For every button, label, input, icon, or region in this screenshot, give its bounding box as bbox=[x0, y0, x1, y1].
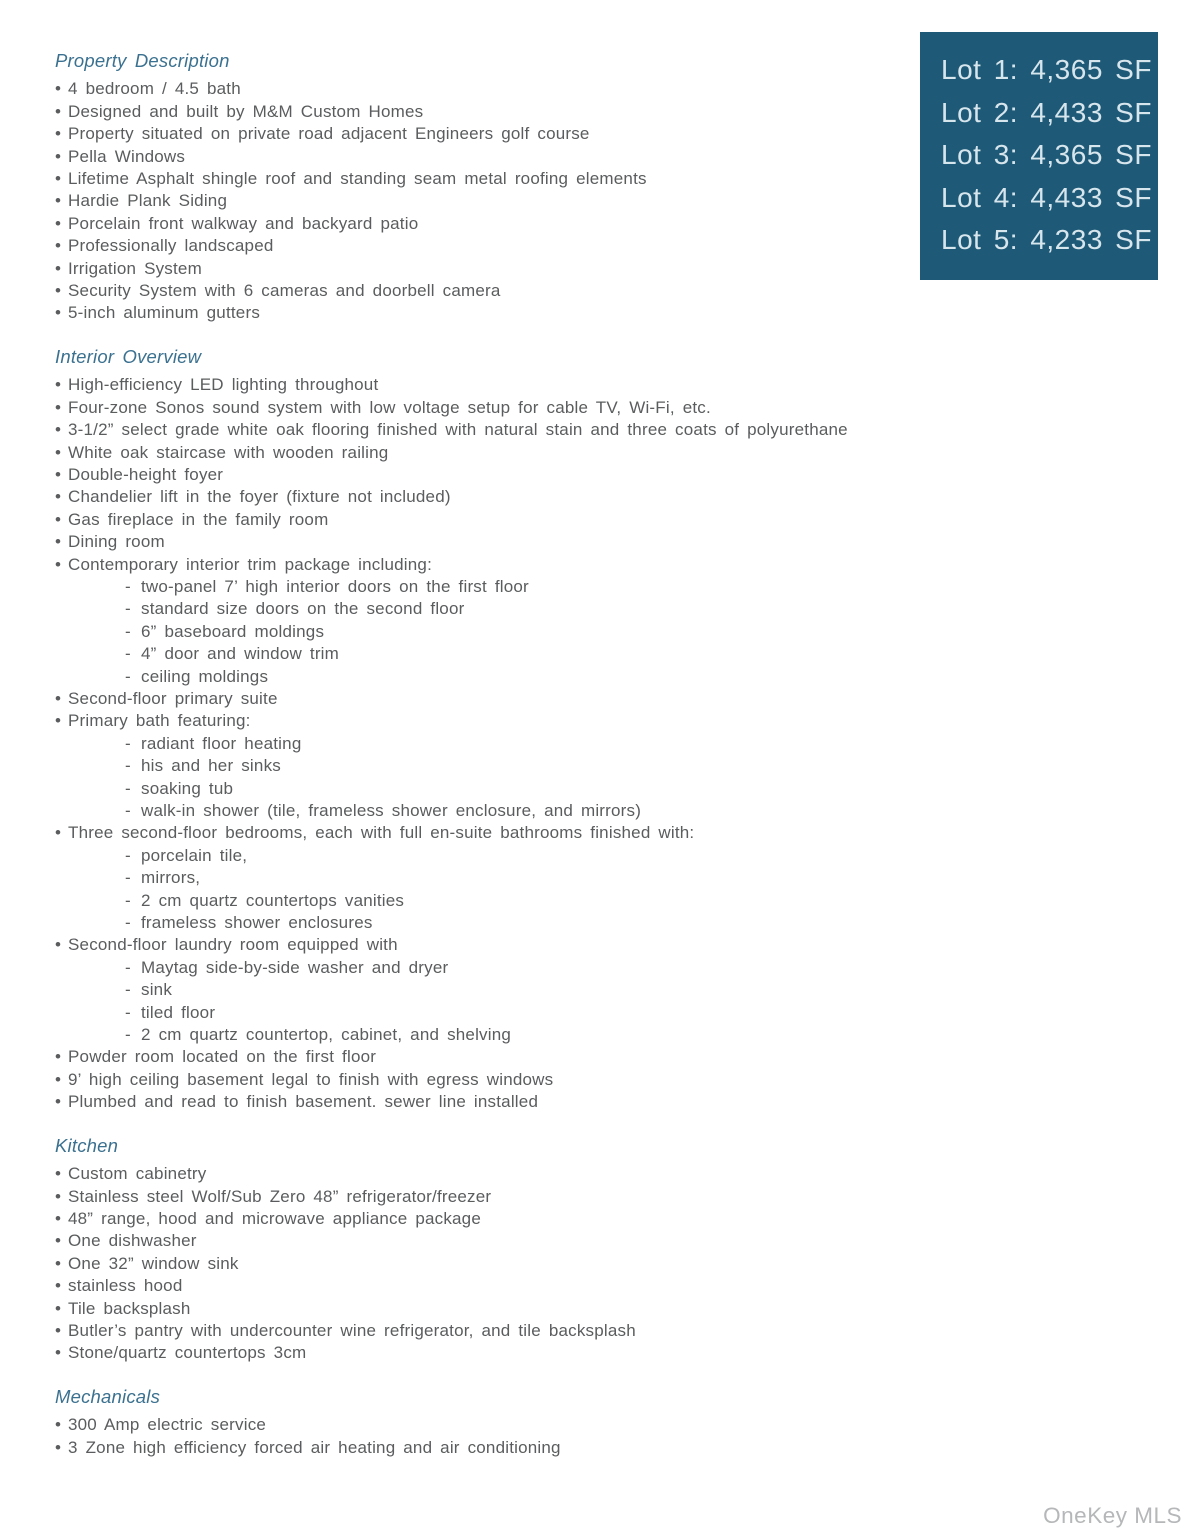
bullet-text: Security System with 6 cameras and doorbell camera bbox=[68, 281, 501, 301]
sub-item bbox=[125, 621, 960, 643]
bullet-item bbox=[55, 213, 960, 235]
bullet-item bbox=[55, 1275, 960, 1297]
bullet-text: Powder room located on the first floor bbox=[68, 1047, 377, 1067]
bullet-text: 3-1/2” select grade white oak flooring finished with natural stain and three coats of polyurethane bbox=[68, 420, 848, 440]
bullet-item bbox=[55, 302, 960, 324]
sub-item-text: porcelain tile, bbox=[141, 845, 248, 865]
sub-list bbox=[68, 957, 960, 1047]
sub-item bbox=[125, 979, 960, 1001]
sub-item bbox=[125, 666, 960, 688]
sub-list bbox=[68, 733, 960, 823]
sub-item-text: 2 cm quartz countertops vanities bbox=[141, 890, 405, 910]
bullet-text: Stainless steel Wolf/Sub Zero 48” refrigerator/freezer bbox=[68, 1186, 492, 1206]
bullet-item bbox=[55, 822, 960, 934]
sub-item bbox=[125, 598, 960, 620]
bullet-text: Butler’s pantry with undercounter wine refrigerator, and tile backsplash bbox=[68, 1320, 636, 1340]
bullet-item bbox=[55, 486, 960, 508]
bullet-item bbox=[55, 280, 960, 302]
sub-item-text: walk-in shower (tile, frameless shower enclosure, and mirrors) bbox=[141, 801, 642, 820]
lot-size-line: Lot 1: 4,365 SF bbox=[941, 54, 1152, 85]
sub-item-text: soaking tub bbox=[141, 778, 234, 798]
bullet-item bbox=[55, 509, 960, 531]
bullet-item bbox=[55, 374, 960, 396]
bullet-item bbox=[55, 1298, 960, 1320]
sub-item-text: ceiling moldings bbox=[141, 666, 269, 686]
bullet-item bbox=[55, 1230, 960, 1252]
bullet-item bbox=[55, 1253, 960, 1275]
lot-summary-box bbox=[920, 32, 1158, 280]
bullet-text: Dining room bbox=[68, 532, 165, 552]
bullet-text: Primary bath featuring: bbox=[68, 711, 251, 731]
bullet-item bbox=[55, 934, 960, 1046]
bullet-item bbox=[55, 258, 960, 280]
bullet-list bbox=[55, 1163, 960, 1365]
bullet-text: 48” range, hood and microwave appliance package bbox=[68, 1208, 481, 1228]
bullet-list bbox=[55, 1414, 960, 1459]
sub-item-text: mirrors, bbox=[141, 868, 201, 888]
bullet-list bbox=[55, 374, 960, 1113]
bullet-text: Irrigation System bbox=[68, 258, 202, 278]
bullet-list bbox=[55, 78, 960, 324]
bullet-item bbox=[55, 531, 960, 553]
bullet-text: One dishwasher bbox=[68, 1231, 197, 1251]
bullet-item bbox=[55, 554, 960, 688]
sub-list bbox=[68, 845, 960, 935]
bullet-text: Designed and built by M&M Custom Homes bbox=[68, 101, 424, 121]
bullet-text: Gas fireplace in the family room bbox=[68, 509, 329, 529]
sub-item bbox=[125, 867, 960, 889]
bullet-text: Three second-floor bedrooms, each with full en-suite bathrooms finished with: bbox=[68, 823, 695, 843]
sub-item-text: frameless shower enclosures bbox=[141, 913, 373, 933]
lot-size-line: Lot 4: 4,433 SF bbox=[941, 181, 1152, 213]
bullet-text: Stone/quartz countertops 3cm bbox=[68, 1343, 307, 1363]
bullet-text: 9’ high ceiling basement legal to finish with egress windows bbox=[68, 1069, 554, 1089]
document-section bbox=[55, 1135, 960, 1365]
sub-item-text: standard size doors on the second floor bbox=[141, 599, 465, 619]
sub-item-text: tiled floor bbox=[141, 1002, 216, 1022]
bullet-text: Lifetime Asphalt shingle roof and standing seam metal roofing elements bbox=[68, 169, 647, 189]
bullet-item bbox=[55, 101, 960, 123]
sub-item bbox=[125, 845, 960, 867]
bullet-item bbox=[55, 190, 960, 212]
sub-item bbox=[125, 957, 960, 979]
bullet-item bbox=[55, 464, 960, 486]
section-heading: Mechanicals bbox=[55, 1385, 161, 1407]
bullet-item bbox=[55, 123, 960, 145]
bullet-item bbox=[55, 1046, 960, 1068]
sub-item bbox=[125, 1002, 960, 1024]
bullet-text: stainless hood bbox=[68, 1276, 183, 1296]
bullet-text: Professionally landscaped bbox=[68, 236, 274, 256]
sub-item-text: 6” baseboard moldings bbox=[141, 621, 325, 641]
bullet-item bbox=[55, 168, 960, 190]
section-heading: Kitchen bbox=[55, 1134, 119, 1156]
sub-item-text: 4” door and window trim bbox=[141, 644, 340, 664]
document-section bbox=[55, 1386, 960, 1459]
bullet-text: Hardie Plank Siding bbox=[68, 191, 228, 211]
bullet-text: Porcelain front walkway and backyard patio bbox=[68, 213, 419, 233]
sub-item-text: 2 cm quartz countertop, cabinet, and shelving bbox=[141, 1025, 512, 1045]
bullet-item bbox=[55, 1414, 960, 1436]
bullet-text: Custom cabinetry bbox=[68, 1164, 207, 1184]
bullet-text: One 32” window sink bbox=[68, 1253, 239, 1273]
sub-item-text: radiant floor heating bbox=[141, 733, 302, 753]
sub-item-text: his and her sinks bbox=[141, 756, 281, 776]
bullet-item bbox=[55, 1320, 960, 1342]
lot-size-line: Lot 5: 4,233 SF bbox=[941, 224, 1152, 255]
sub-list bbox=[68, 576, 960, 688]
bullet-text: Four-zone Sonos sound system with low voltage setup for cable TV, Wi-Fi, etc. bbox=[68, 397, 711, 417]
bullet-item bbox=[55, 1437, 960, 1459]
bullet-item bbox=[55, 146, 960, 168]
bullet-text: Plumbed and read to finish basement. sewer line installed bbox=[68, 1092, 539, 1112]
bullet-text: 300 Amp electric service bbox=[68, 1415, 267, 1435]
lot-size-line: Lot 3: 4,365 SF bbox=[941, 139, 1152, 170]
bullet-text: Tile backsplash bbox=[68, 1298, 191, 1318]
bullet-item bbox=[55, 397, 960, 419]
sub-item bbox=[125, 755, 960, 777]
bullet-text: 5-inch aluminum gutters bbox=[68, 303, 261, 323]
sub-item bbox=[125, 890, 960, 912]
bullet-item bbox=[55, 1163, 960, 1185]
sub-item bbox=[125, 576, 960, 598]
bullet-text: Double-height foyer bbox=[68, 464, 224, 484]
sub-item bbox=[125, 778, 960, 800]
document-content bbox=[55, 50, 960, 1459]
bullet-item bbox=[55, 1069, 960, 1091]
bullet-text: Property situated on private road adjacent Engineers golf course bbox=[68, 124, 590, 144]
bullet-item bbox=[55, 235, 960, 257]
bullet-item bbox=[55, 1208, 960, 1230]
bullet-item bbox=[55, 1091, 960, 1113]
sub-item bbox=[125, 800, 960, 822]
bullet-item bbox=[55, 1186, 960, 1208]
lot-size-line: Lot 2: 4,433 SF bbox=[941, 96, 1152, 128]
bullet-item bbox=[55, 1342, 960, 1364]
bullet-text: Second-floor primary suite bbox=[68, 688, 278, 708]
sub-item-text: Maytag side-by-side washer and dryer bbox=[141, 957, 449, 977]
bullet-text: 3 Zone high efficiency forced air heating and air conditioning bbox=[68, 1437, 561, 1457]
bullet-item bbox=[55, 688, 960, 710]
bullet-item bbox=[55, 78, 960, 100]
bullet-text: White oak staircase with wooden railing bbox=[68, 442, 389, 462]
section-heading: Interior Overview bbox=[55, 345, 202, 367]
sub-item bbox=[125, 643, 960, 665]
document-section bbox=[55, 346, 960, 1114]
bullet-text: Second-floor laundry room equipped with bbox=[68, 935, 398, 955]
watermark: OneKey MLS bbox=[1043, 1503, 1182, 1528]
sub-item bbox=[125, 912, 960, 934]
bullet-text: 4 bedroom / 4.5 bath bbox=[68, 79, 241, 99]
bullet-item bbox=[55, 442, 960, 464]
sub-item bbox=[125, 733, 960, 755]
section-heading: Property Description bbox=[55, 50, 230, 71]
sub-item-text: two-panel 7’ high interior doors on the first floor bbox=[141, 576, 529, 596]
bullet-text: Pella Windows bbox=[68, 146, 186, 166]
bullet-text: Contemporary interior trim package including: bbox=[68, 554, 432, 574]
document-section bbox=[55, 50, 960, 325]
bullet-text: High-efficiency LED lighting throughout bbox=[68, 375, 379, 395]
sub-item-text: sink bbox=[141, 980, 173, 1000]
bullet-item bbox=[55, 710, 960, 822]
bullet-text: Chandelier lift in the foyer (fixture not included) bbox=[68, 487, 451, 507]
bullet-item bbox=[55, 419, 960, 441]
sub-item bbox=[125, 1024, 960, 1046]
